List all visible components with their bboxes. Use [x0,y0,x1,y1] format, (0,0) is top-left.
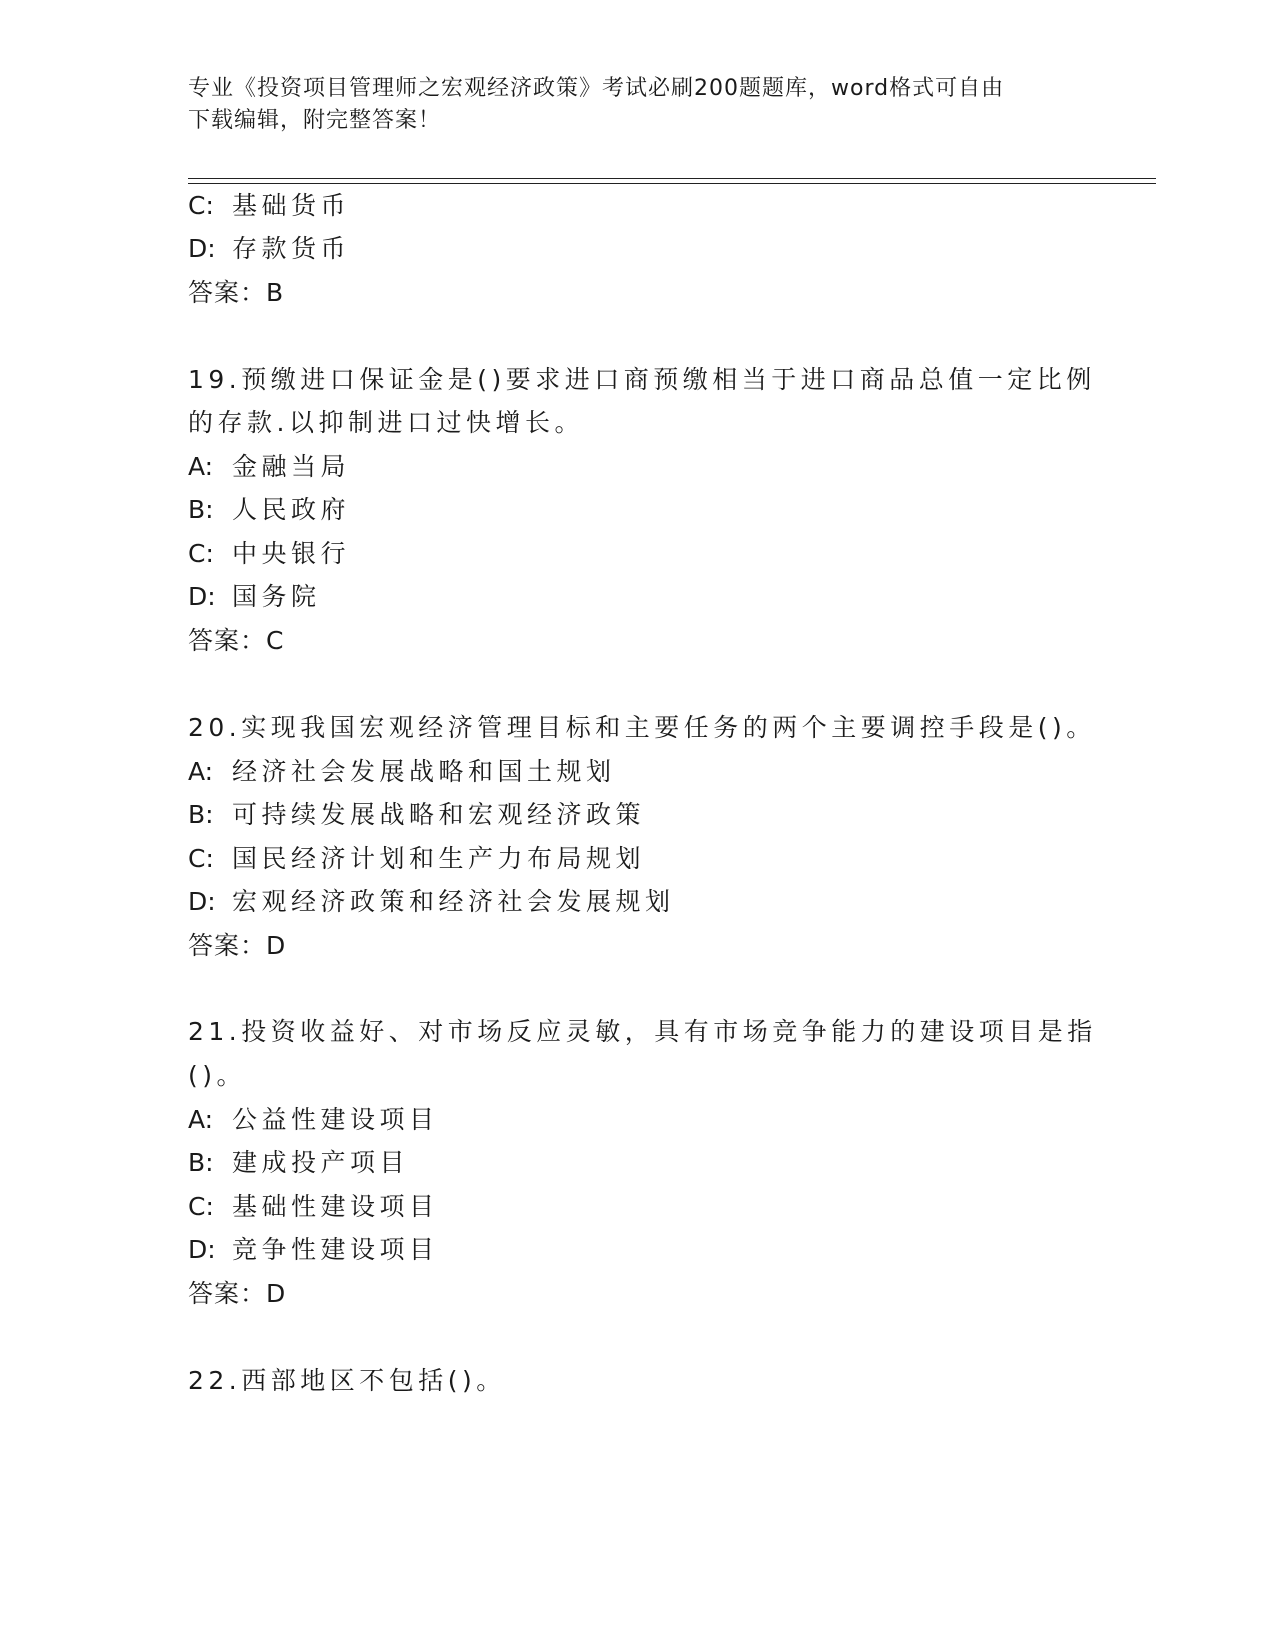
option-key: C: [188,1192,214,1221]
question-20-option-a [188,756,616,788]
option-d [188,233,350,265]
option-text: 竞争性建设项目 [232,1235,439,1264]
option-text: 经济社会发展战略和国土规划 [232,757,616,786]
option-text: 基础性建设项目 [232,1192,439,1221]
option-key: B: [188,1148,214,1177]
header-rule-bottom [188,183,1156,184]
question-21-option-b [188,1147,409,1179]
header-line-2: 下载编辑，附完整答案！ [188,108,442,133]
question-21-stem-line-2: ()。 [188,1061,247,1090]
question-21-option-d [188,1234,439,1266]
option-key: D: [188,1235,216,1264]
document-header [188,73,1088,137]
question-19-option-b [188,494,350,526]
option-key: A: [188,1105,214,1134]
option-key: A: [188,452,214,481]
option-text: 人民政府 [232,495,351,524]
option-key: D: [188,234,216,263]
answer-line: 答案：B [188,278,285,307]
question-19-option-a [188,451,350,483]
option-text: 金融当局 [232,452,351,481]
option-text: 可持续发展战略和宏观经济政策 [232,800,646,829]
question-21-answer: 答案：D [188,1279,287,1308]
question-20-stem-line-1: 20.实现我国宏观经济管理目标和主要任务的两个主要调控手段是()。 [188,713,1096,742]
header-rule-top [188,178,1156,179]
question-21-option-a [188,1104,439,1136]
question-19-stem-line-1: 19.预缴进口保证金是()要求进口商预缴相当于进口商品总值一定比例 [188,365,1096,394]
question-19-option-c [188,538,350,570]
option-key: D: [188,887,216,916]
option-key: C: [188,191,214,220]
option-key: D: [188,582,216,611]
question-19-answer: 答案：C [188,626,285,655]
option-text: 国务院 [232,582,321,611]
question-20-option-d [188,886,675,918]
option-key: C: [188,844,214,873]
question-22-stem-line-1: 22.西部地区不包括()。 [188,1366,506,1395]
question-19-stem-line-2: 的存款.以抑制进口过快增长。 [188,408,584,437]
option-text: 宏观经济政策和经济社会发展规划 [232,887,675,916]
question-21-option-c [188,1191,439,1223]
option-key: B: [188,495,214,524]
question-20-option-c [188,843,645,875]
option-key: C: [188,539,214,568]
option-text: 中央银行 [232,539,351,568]
option-key: B: [188,800,214,829]
question-19-option-d [188,581,321,613]
option-c [188,190,350,222]
option-key: A: [188,757,214,786]
option-text: 国民经济计划和生产力布局规划 [232,844,646,873]
option-text: 建成投产项目 [232,1148,410,1177]
header-line-1: 专业《投资项目管理师之宏观经济政策》考试必刷200题题库，word格式可自由 [188,76,1005,101]
option-text: 存款货币 [232,234,351,263]
option-text: 基础货币 [232,191,351,220]
question-20-option-b [188,799,645,831]
option-text: 公益性建设项目 [232,1105,439,1134]
question-20-answer: 答案：D [188,931,287,960]
question-21-stem-line-1: 21.投资收益好、对市场反应灵敏，具有市场竞争能力的建设项目是指 [188,1017,1097,1046]
